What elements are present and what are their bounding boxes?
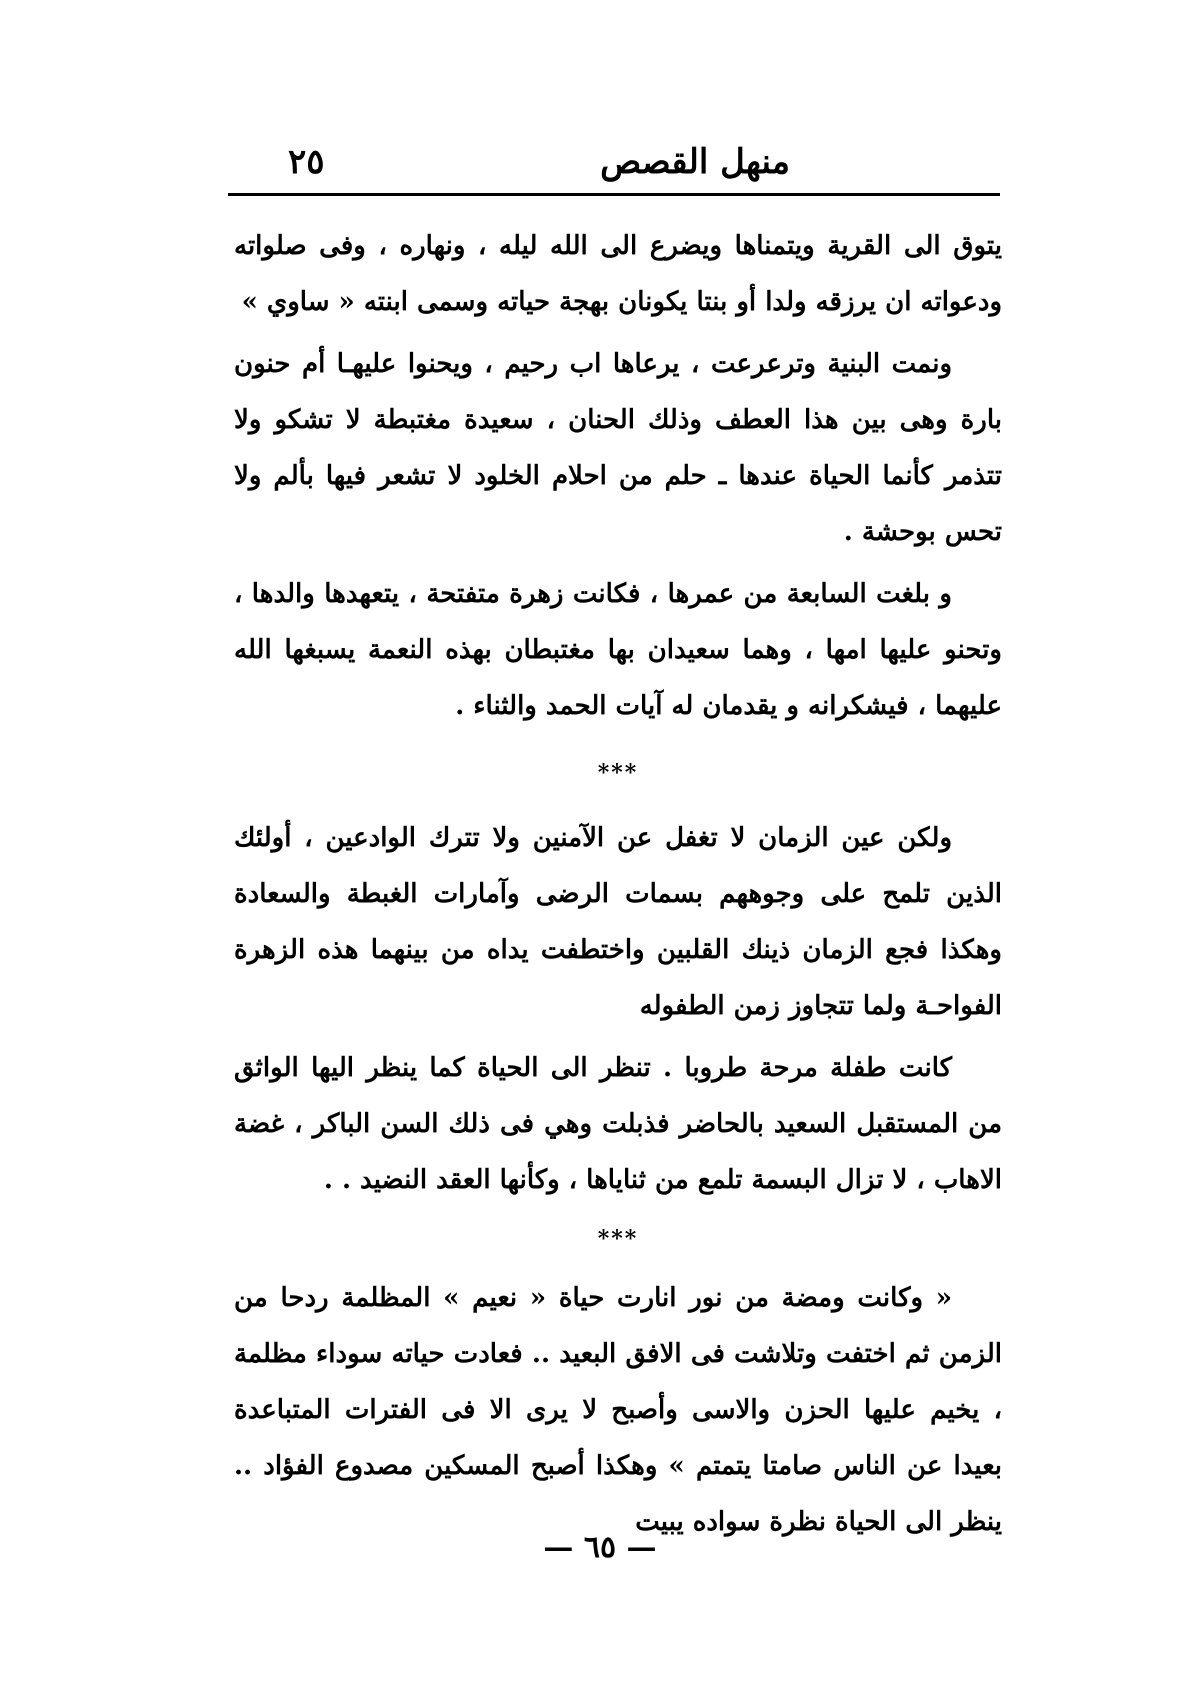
running-title: منهل القصص	[600, 142, 790, 182]
paragraph-2: ونمت البنية وترعرعت ، يرعاها اب رحيم ، ويحنوا عليهـا أم حنون بارة وهى بين هذا العطف وذلك الحنان ، سعيدة مغتبطة لا تشكو ولا تتذمر كأنما الحياة عندها ـ حلم من احلام الخلود لا تشعر فيها بألم ولا تحس بوحشة .	[234, 349, 1002, 547]
header-divider	[228, 193, 1000, 196]
header-page-number: ٢٥	[288, 142, 325, 182]
page-footer-number: — ٦٥ —	[543, 1530, 657, 1565]
paragraph-5: كانت طفلة مرحة طروبا . تنظر الى الحياة كما ينظر اليها الواثق من المستقبل السعيد بالحاضر فذبلت وهي فى ذلك السن الباكر ، غضة الاهاب ، لا تزال البسمة تلمع من ثناياها ، وكأنها العقد النضيد . .	[234, 1053, 1002, 1195]
page-header	[228, 130, 1000, 190]
paragraph-1: يتوق الى القرية ويتمناها ويضرع الى الله ليله ، ونهاره ، وفى صلواته ودعواته ان يرزقه ولدا أو بنتا يكونان بهجة حياته وسمى ابنته « ساوي »	[234, 231, 1002, 317]
paragraph-4: ولكن عين الزمان لا تغفل عن الآمنين ولا تترك الوادعين ، أولئك الذين تلمح على وجوههم بسمات الرضى وآمارات الغبطة والسعادة وهكذا فجع الزمان ذينك القلبين واختطفت يداه من بينهما هذه الزهرة الفواحـة ولما تتجاوز زمن الطفوله	[234, 823, 1002, 1021]
section-separator-2: ***	[597, 1226, 639, 1252]
section-separator-1: ***	[597, 760, 639, 786]
paragraph-6: « وكانت ومضة من نور انارت حياة « نعيم » المظلمة ردحا من الزمن ثم اختفت وتلاشت فى الافق البعيد .. فعادت حياته سوداء مظلمة ، يخيم عليها الحزن والاسى وأصبح لا يرى الا فى الفترات المتباعدة بعيدا عن الناس صامتا يتمتم » وهكذا أصبح المسكين مصدوع الفؤاد .. ينظر الى الحياة نظرة سواده يبيت	[234, 1283, 1002, 1537]
body-text	[234, 218, 1002, 1550]
paragraph-3: و بلغت السابعة من عمرها ، فكانت زهرة متفتحة ، يتعهدها والدها ، وتحنو عليها امها ، وهما سعيدان بها مغتبطان بهذه النعمة يسبغها الله عليهما ، فيشكرانه و يقدمان له آيات الحمد والثناء .	[234, 579, 1002, 721]
